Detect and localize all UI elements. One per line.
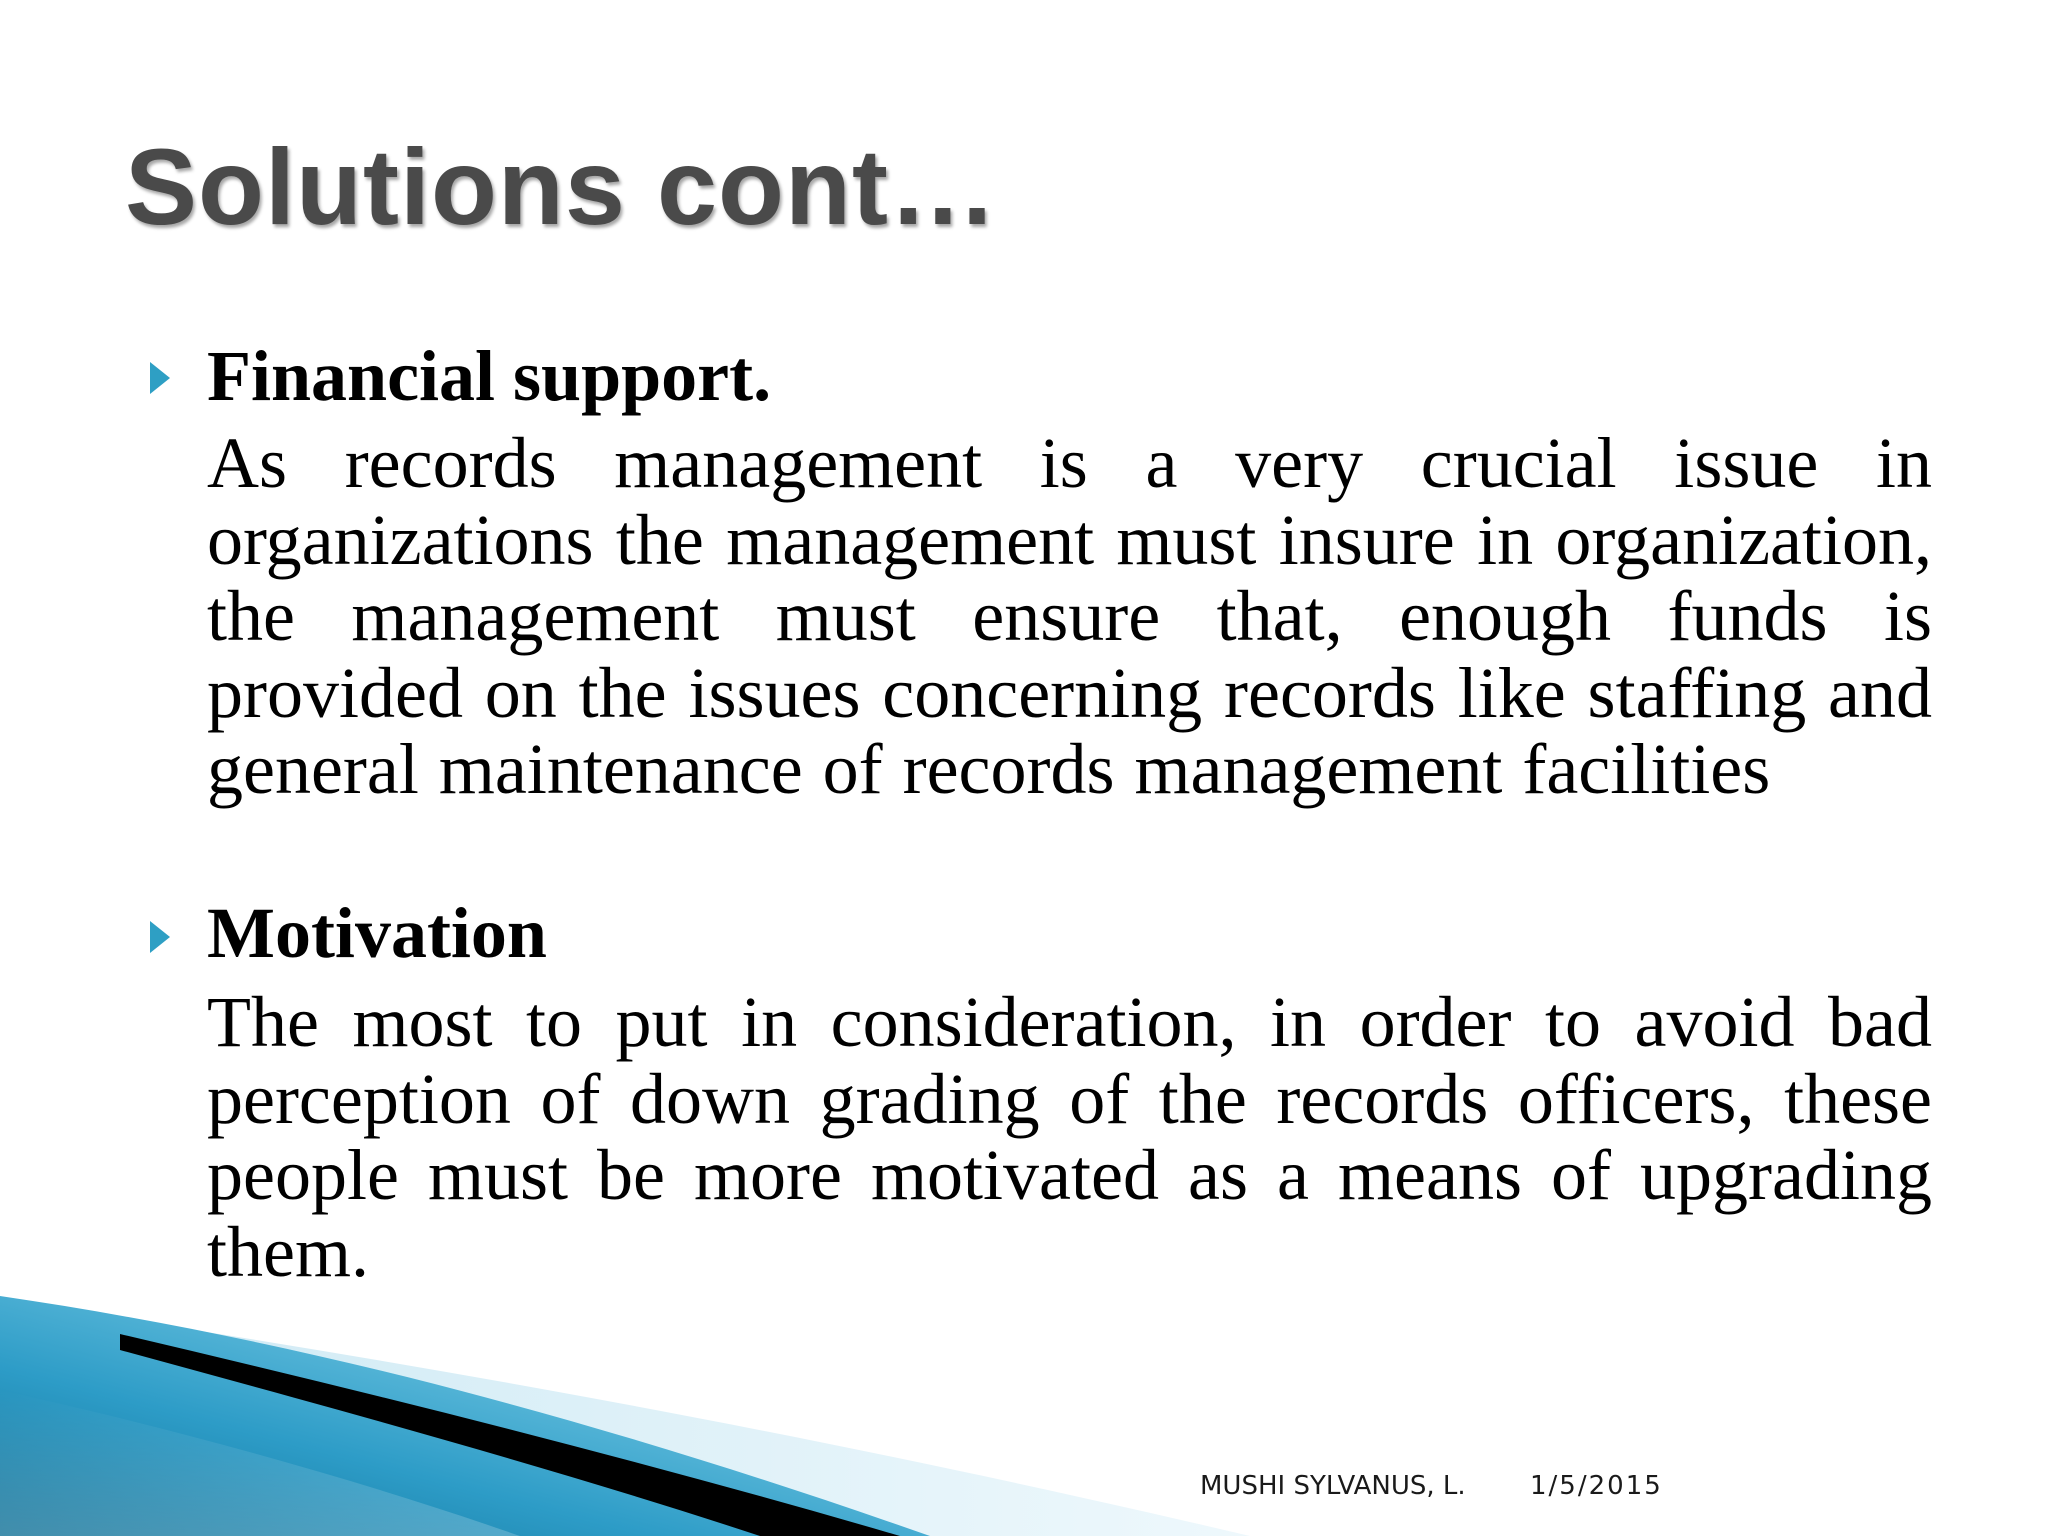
item-heading-motivation: Motivation: [207, 893, 547, 973]
slide-title: Solutions cont…: [125, 126, 998, 247]
triangle-bullet-icon: [150, 921, 170, 953]
item-heading-financial-support: Financial support.: [207, 336, 772, 416]
item-body-motivation: The most to put in consideration, in order to avoid bad perception of down grading of the records officers, these people must be more motivated as a means of upgrading them.: [207, 982, 1932, 1292]
triangle-bullet-icon: [150, 362, 170, 394]
footer-date: 1/5/2015: [1530, 1471, 1663, 1501]
item-body-financial-support: As records management is a very crucial issue in organizations the management must insure in organization, the management must ensure that, enough funds is provided on the issues concerning records like staffing and general maintenance of records management facilities: [207, 423, 1932, 809]
footer-author: MUSHI SYLVANUS, L.: [1200, 1471, 1466, 1501]
